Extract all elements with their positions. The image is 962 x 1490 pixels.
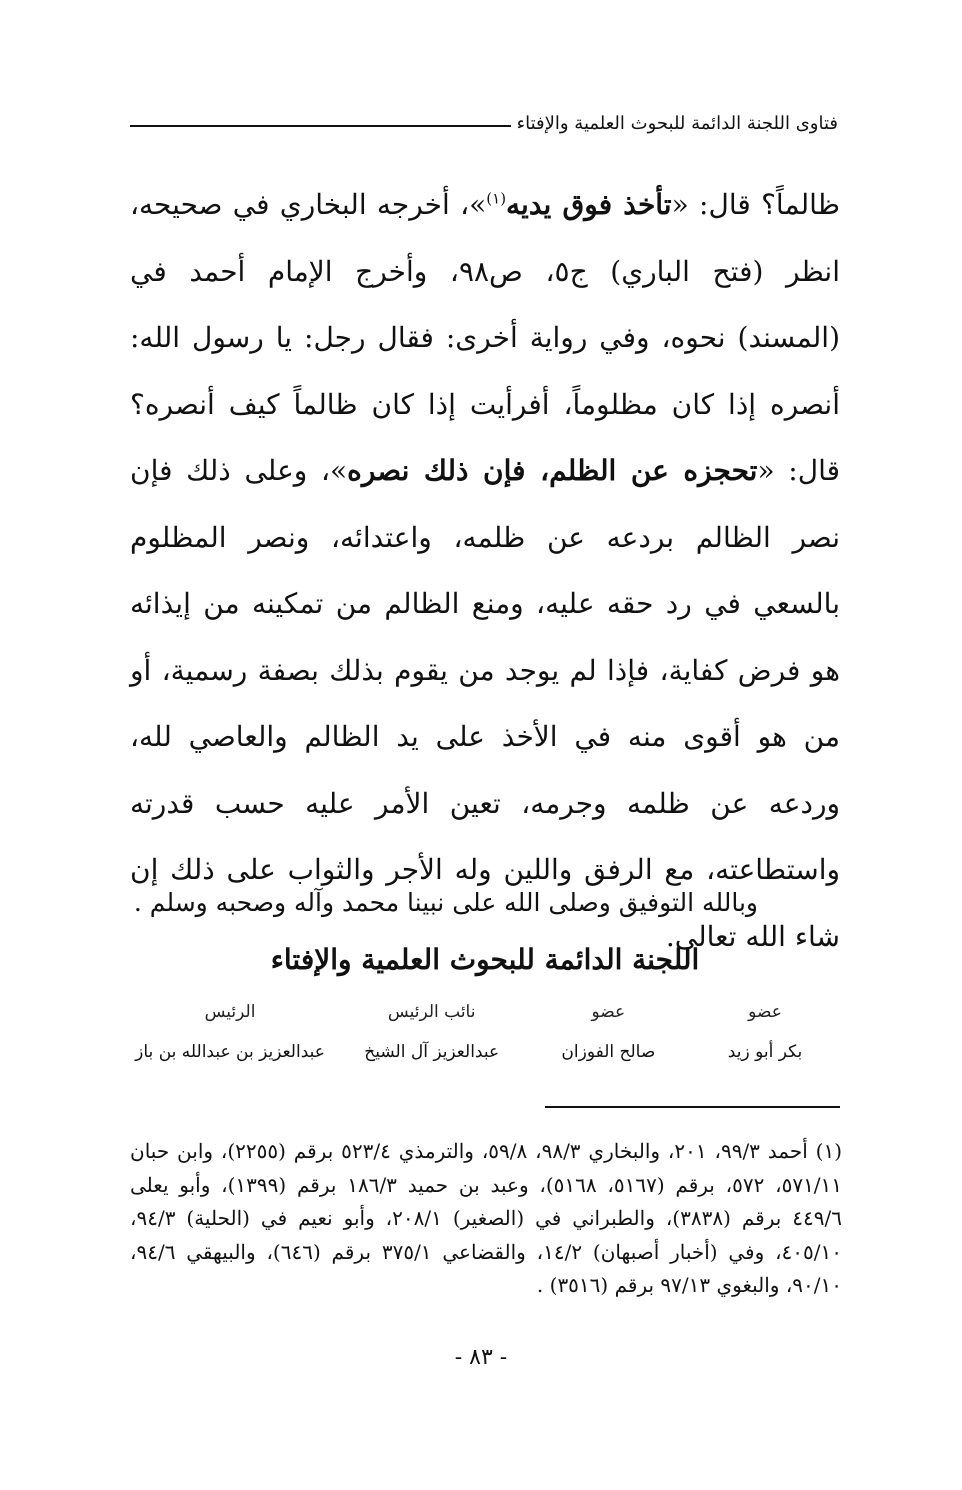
signatory-name: عبدالعزيز آل الشيخ <box>364 1042 500 1062</box>
hadith-quote-2: تحجزه عن الظلم، فإن ذلك نصره <box>347 454 758 487</box>
body-paragraph <box>130 172 840 970</box>
footnote-text: (١) أحمد ٩٩/٣، ٢٠١، والبخاري ٩٨/٣، ٥٩/٨، والترمذي ٥٢٣/٤ برقم (٢٢٥٥)، وابن حبان ٥٧١/١١، ٥٧٢، برقم (٥١٦٧، ٥١٦٨)، وعبد بن حميد ١٨٦/٣ برقم (١٣٩٩)، وأبو يعلى ٤٤٩/٦ برقم (٣٨٣٨)، والطبراني في (الصغير) ٢٠٨/١، وأبو نعيم في (الحلية) ٩٤/٣، ٤٠٥/١٠، وفي (أخبار أصبهان) ١٤/٢، والقضاعي ٣٧٥/١ برقم (٦٤٦)، والبيهقي ٩٤/٦، ٩٠/١٠، والبغوي ٩٧/١٣ برقم (٣٥١٦) . <box>130 1139 843 1297</box>
signatory-role: نائب الرئيس <box>387 1002 476 1022</box>
signatory-role: الرئيس <box>204 1002 256 1022</box>
committee-title: اللجنة الدائمة للبحوث العلمية والإفتاء <box>270 943 700 976</box>
closing-line: وبالله التوفيق وصلى الله على نبينا محمد وآله وصحبه وسلم . <box>133 888 758 917</box>
signatory-name: عبدالعزيز بن عبدالله بن باز <box>135 1042 325 1062</box>
signatory-name: صالح الفوزان <box>561 1042 656 1062</box>
body-text-2: »، أخرجه البخاري في صحيحه، انظر (فتح الباري) ج٥، ص٩٨، وأخرج الإمام أحمد في (المسند) نحوه، وفي رواية أخرى: فقال رجل: يا رسول الله: أنصره إذا كان مظلوماً، أفرأيت إذا كان ظالماً كيف أنصره؟ قال: « <box>130 188 840 487</box>
body-text-3: »، وعلى ذلك فإن نصر الظالم بردعه عن ظلمه، واعتدائه، ونصر المظلوم بالسعي في رد حقه عليه، ومنع الظالم من تمكينه من إيذائه هو فرض كفاية، فإذا لم يوجد من يقوم بذلك بصفة رسمية، أو من هو أقوى منه في الأخذ على يد الظالم والعاصي لله، وردعه عن ظلمه وجرمه، تعين الأمر عليه حسب قدرته واستطاعته، مع الرفق واللين وله الأجر والثواب على ذلك إن شاء الله تعالى. <box>130 454 840 953</box>
running-header <box>130 112 838 136</box>
page-number: - ٨٣ - <box>454 1345 508 1370</box>
footnote-ref[interactable]: (١) <box>486 189 507 208</box>
running-header-title: فتاوى اللجنة الدائمة للبحوث العلمية والإفتاء <box>516 113 838 134</box>
signatory <box>130 1000 330 1066</box>
footnote-rule <box>545 1106 840 1108</box>
signatory-role: عضو <box>591 1002 626 1022</box>
fatwa-body <box>130 172 840 970</box>
signatory <box>337 1000 527 1066</box>
signatory-role: عضو <box>748 1002 782 1022</box>
signatory <box>690 1000 840 1066</box>
header-rule <box>130 125 511 127</box>
signatory <box>533 1000 683 1066</box>
signatures <box>130 1000 840 1066</box>
body-text-1: ظالماً؟ قال: « <box>671 188 840 221</box>
signatory-name: بكر أبو زيد <box>727 1042 803 1062</box>
hadith-quote-1: تأخذ فوق يديه <box>506 188 672 221</box>
footnotes <box>130 1135 842 1303</box>
